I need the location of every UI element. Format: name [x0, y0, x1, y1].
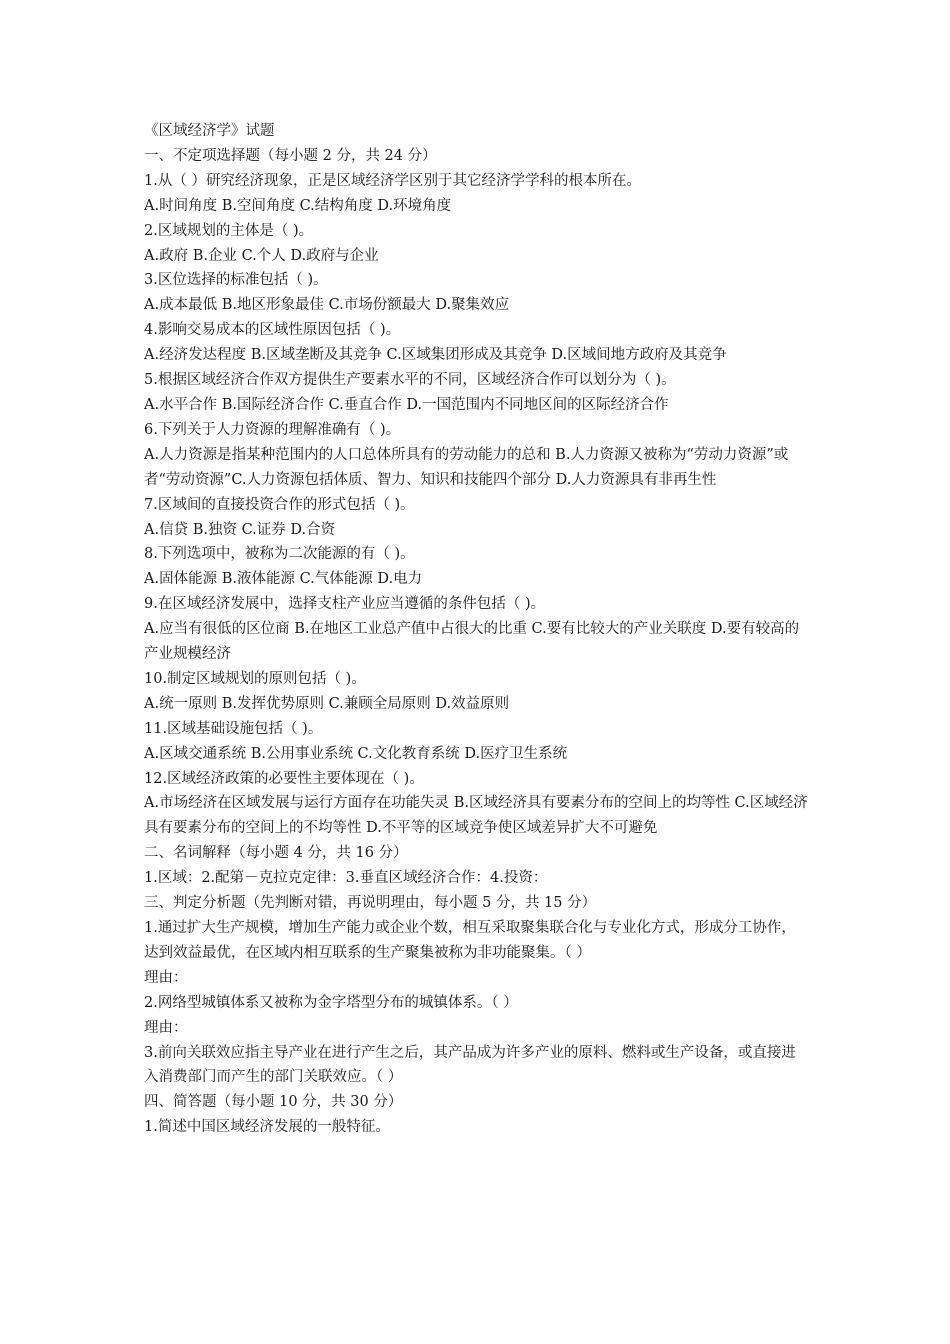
question-9-options: A.应当有很低的区位商 B.在地区工业总产值中占很大的比重 C.要有比较大的产业关联度 D.要有较高的产业规模经济 — [144, 621, 800, 663]
short-answer-question-1: 1.简述中国区域经济发展的一般特征。 — [144, 1119, 390, 1136]
question-5: 5.根据区域经济合作双方提供生产要素水平的不同，区域经济合作可以划分为（ )。 — [144, 372, 676, 389]
judgment-reason-2: 理由： — [144, 1019, 188, 1036]
section-heading-judgment-analysis: 三、判定分析题（先判断对错，再说明理由，每小题 5 分，共 15 分） — [144, 895, 597, 912]
question-10-options: A.统一原则 B.发挥优势原则 C.兼顾全局原则 D.效益原则 — [144, 695, 510, 712]
section-heading-short-answer: 四、简答题（每小题 10 分，共 30 分） — [144, 1094, 403, 1111]
question-12-options: A.市场经济在区域发展与运行方面存在功能失灵 B.区域经济具有要素分布的空间上的均等性 C.区域经济具有要素分布的空间上的不均等性 D.不平等的区域竞争使区域差异扩大不可避免 — [144, 795, 808, 837]
question-3: 3.区位选择的标准包括（ )。 — [144, 272, 328, 289]
judgment-question-1: 1.通过扩大生产规模，增加生产能力或企业个数，相互采取聚集联合化与专业化方式，形成分工协作，达到效益最优，在区域内相互联系的生产聚集被称为非功能聚集。（ ） — [144, 920, 796, 961]
question-11-options: A.区域交通系统 B.公用事业系统 C.文化教育系统 D.医疗卫生系统 — [144, 745, 568, 762]
judgment-question-3: 3.前向关联效应指主导产业在进行产生之后，其产品成为许多产业的原料、燃料或生产设备，或直接进入消费部门而产生的部门关联效应。（ ） — [144, 1044, 796, 1086]
question-1-options: A.时间角度 B.空间角度 C.结构角度 D.环境角度 — [144, 197, 452, 214]
judgment-question-2: 2.网络型城镇体系又被称为金字塔型分布的城镇体系。（ ） — [144, 994, 518, 1011]
question-8: 8.下列选项中，被称为二次能源的有（ )。 — [144, 546, 415, 563]
question-4: 4.影响交易成本的区域性原因包括（ )。 — [144, 322, 401, 339]
term-definition-items: 1.区域：2.配第－克拉克定律：3.垂直区域经济合作：4.投资： — [144, 870, 548, 887]
question-4-options: A.经济发达程度 B.区域垄断及其竞争 C.区域集团形成及其竞争 D.区域间地方政府及其竞争 — [144, 347, 727, 364]
judgment-reason-1: 理由： — [144, 969, 188, 986]
question-2-options: A.政府 B.企业 C.个人 D.政府与企业 — [144, 247, 379, 264]
question-11: 11.区域基础设施包括（ )。 — [144, 720, 323, 737]
exam-title: 《区域经济学》试题 — [144, 123, 275, 139]
question-7-options: A.信贷 B.独资 C.证券 D.合资 — [144, 521, 336, 538]
exam-document — [144, 119, 810, 1140]
question-6-options: A.人力资源是指某种范围内的人口总体所具有的劳动能力的总和 B.人力资源又被称为“劳动力资源”或者“劳动资源”C.人力资源包括体质、智力、知识和技能四个部分 D.人力资源具有非再生性 — [144, 446, 789, 488]
question-8-options: A.固体能源 B.液体能源 C.气体能源 D.电力 — [144, 571, 423, 588]
question-2: 2.区域规划的主体是（ )。 — [144, 222, 314, 239]
question-6: 6.下列关于人力资源的理解准确有（ )。 — [144, 421, 401, 438]
question-9: 9.在区域经济发展中，选择支柱产业应当遵循的条件包括（ )。 — [144, 596, 546, 613]
question-10: 10.制定区域规划的原则包括（ )。 — [144, 670, 366, 687]
section-heading-term-definitions: 二、名词解释（每小题 4 分，共 16 分） — [144, 845, 408, 862]
question-1: 1.从（ ）研究经济现象，正是区域经济学区别于其它经济学学科的根本所在。 — [144, 172, 641, 189]
question-12: 12.区域经济政策的必要性主要体现在（ )。 — [144, 770, 424, 787]
question-5-options: A.水平合作 B.国际经济合作 C.垂直合作 D.一国范围内不同地区间的区际经济合作 — [144, 396, 669, 413]
question-7: 7.区域间的直接投资合作的形式包括（ )。 — [144, 496, 415, 513]
section-heading-multiple-choice: 一、不定项选择题（每小题 2 分，共 24 分） — [144, 147, 437, 164]
question-3-options: A.成本最低 B.地区形象最佳 C.市场份额最大 D.聚集效应 — [144, 297, 510, 314]
